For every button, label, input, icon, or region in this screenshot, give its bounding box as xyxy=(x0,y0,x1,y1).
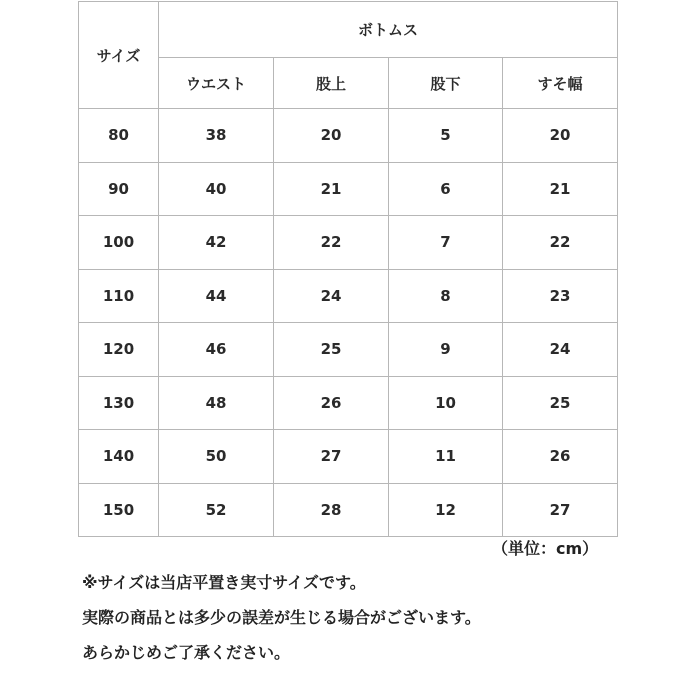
table-row xyxy=(79,216,618,270)
hem-width-cell: 21 xyxy=(503,162,618,216)
waist-cell: 40 xyxy=(159,162,274,216)
size-chart-table xyxy=(78,1,618,537)
inseam-column-header: 股下 xyxy=(389,58,503,109)
inseam-cell: 9 xyxy=(389,323,503,377)
note-line: 実際の商品とは多少の誤差が生じる場合がございます。 xyxy=(82,608,481,627)
inseam-cell: 8 xyxy=(389,269,503,323)
waist-column-header: ウエスト xyxy=(159,58,274,109)
hem-width-cell: 27 xyxy=(503,483,618,537)
waist-cell: 50 xyxy=(159,430,274,484)
size-cell: 150 xyxy=(79,483,159,537)
bottoms-group-header: ボトムス xyxy=(159,2,618,58)
table-row xyxy=(79,483,618,537)
waist-cell: 52 xyxy=(159,483,274,537)
table-row xyxy=(79,269,618,323)
waist-cell: 46 xyxy=(159,323,274,377)
size-column-header: サイズ xyxy=(79,2,159,109)
size-notes xyxy=(82,572,481,677)
hem-width-cell: 22 xyxy=(503,216,618,270)
inseam-cell: 12 xyxy=(389,483,503,537)
table-row xyxy=(79,162,618,216)
hem-width-cell: 23 xyxy=(503,269,618,323)
table-row xyxy=(79,323,618,377)
rise-cell: 20 xyxy=(274,109,389,163)
hem-width-cell: 24 xyxy=(503,323,618,377)
hem-width-cell: 26 xyxy=(503,430,618,484)
size-cell: 140 xyxy=(79,430,159,484)
size-cell: 90 xyxy=(79,162,159,216)
rise-cell: 26 xyxy=(274,376,389,430)
note-line: あらかじめご了承ください。 xyxy=(82,643,291,662)
rise-cell: 24 xyxy=(274,269,389,323)
inseam-cell: 11 xyxy=(389,430,503,484)
inseam-cell: 10 xyxy=(389,376,503,430)
hem-width-column-header: すそ幅 xyxy=(503,58,618,109)
note-line: ※サイズは当店平置き実寸サイズです。 xyxy=(82,573,366,592)
rise-cell: 21 xyxy=(274,162,389,216)
table-row xyxy=(79,109,618,163)
size-cell: 120 xyxy=(79,323,159,377)
waist-cell: 48 xyxy=(159,376,274,430)
hem-width-cell: 25 xyxy=(503,376,618,430)
inseam-cell: 6 xyxy=(389,162,503,216)
size-cell: 80 xyxy=(79,109,159,163)
rise-cell: 28 xyxy=(274,483,389,537)
inseam-cell: 7 xyxy=(389,216,503,270)
size-cell: 110 xyxy=(79,269,159,323)
size-cell: 130 xyxy=(79,376,159,430)
size-cell: 100 xyxy=(79,216,159,270)
rise-cell: 27 xyxy=(274,430,389,484)
table-row xyxy=(79,376,618,430)
rise-column-header: 股上 xyxy=(274,58,389,109)
waist-cell: 38 xyxy=(159,109,274,163)
waist-cell: 44 xyxy=(159,269,274,323)
unit-label: （単位：cm） xyxy=(492,539,599,558)
waist-cell: 42 xyxy=(159,216,274,270)
rise-cell: 22 xyxy=(274,216,389,270)
inseam-cell: 5 xyxy=(389,109,503,163)
hem-width-cell: 20 xyxy=(503,109,618,163)
rise-cell: 25 xyxy=(274,323,389,377)
table-row xyxy=(79,430,618,484)
